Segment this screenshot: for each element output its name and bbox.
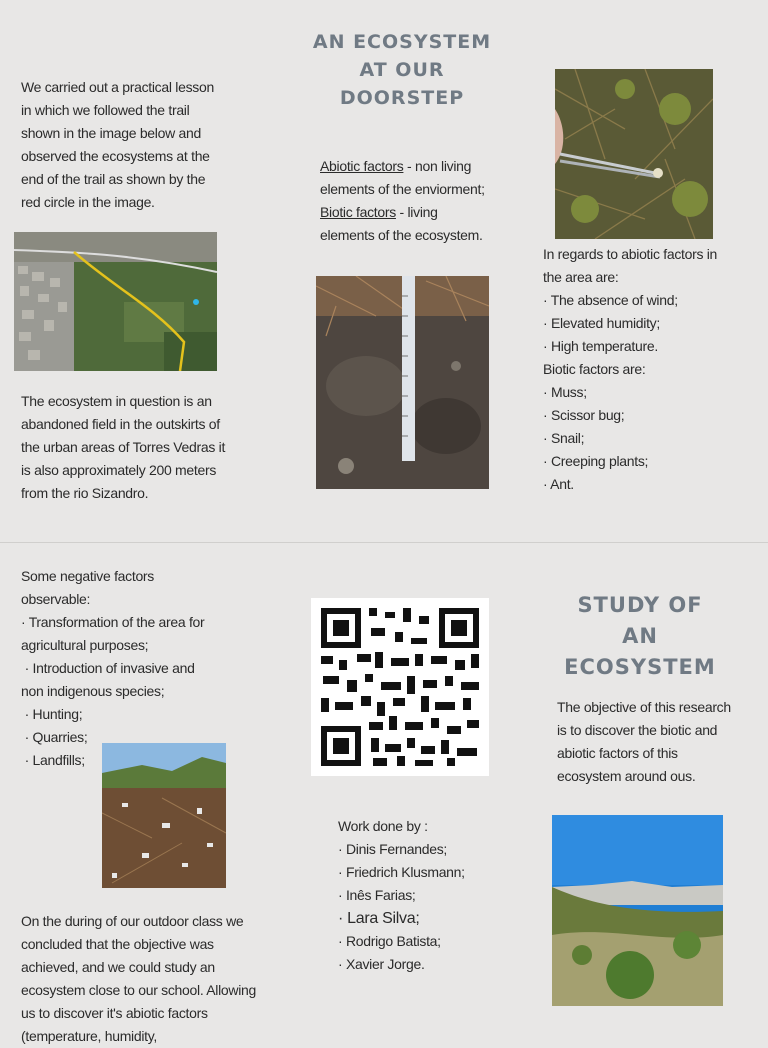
list-item: · Dinis Fernandes; [338,841,447,857]
list-item: · Hunting; [21,706,83,722]
main-title-line-1: AN ECOSYSTEM [312,31,492,53]
study-title [530,590,750,683]
definitions [320,155,490,247]
landfill-photo [102,743,226,888]
study-title-line-1: STUDY OF [577,593,703,617]
author-list [338,838,528,976]
landscape-photo [552,815,723,1006]
list-item: · Transformation of the area for agricultural purposes; [21,614,205,653]
abiotic-definition: - non living elements of the enviorment; [320,158,485,197]
negative-heading: Some negative factors observable: [21,568,154,607]
soil-thermometer-photo [316,276,489,489]
biotic-definition: - living elements of the ecosystem. [320,204,483,243]
list-item: · Muss; [543,384,587,400]
list-item: · Elevated humidity; [543,315,660,331]
list-item: · Quarries; [21,729,88,745]
ecosystem-description: The ecosystem in question is an abandoned field in the outskirts of the urban areas of Torres Vedras it is also approximately 200 meters from the rio Sizandro. [21,393,226,501]
trail-map-image [14,232,217,371]
intro-text: We carried out a practical lesson in which we followed the trail shown in the image below and observed the ecosystems at the end of the trail as shown by the red circle in the image. [21,79,214,210]
insect-tweezers-photo [555,69,713,239]
work-credits [338,815,528,976]
abiotic-biotic-lists [543,243,733,496]
list-item: · Inês Farias; [338,887,416,903]
negative-factors [21,565,216,772]
list-item: · Ant. [543,476,574,492]
main-title [270,28,534,112]
list-item: · Scissor bug; [543,407,625,423]
list-item: · Snail; [543,430,585,446]
list-item: · Creeping plants; [543,453,649,469]
list-item: · Friedrich Klusmann; [338,864,465,880]
biotic-list [543,381,733,496]
objective-text: The objective of this research is to discover the biotic and abiotic factors of this ecosystem around ous. [557,699,731,784]
study-title-line-3: ECOSYSTEM [564,655,716,679]
list-item: · Landfills; [21,752,85,768]
study-title-line-2: AN [622,624,658,648]
panel-divider [0,542,768,543]
abiotic-heading: In regards to abiotic factors in the area are: [543,246,718,285]
work-heading: Work done by : [338,818,428,834]
list-item: · Introduction of invasive and non indigenous species; [21,660,199,699]
main-title-line-2: AT OUR [359,59,445,81]
abiotic-term: Abiotic factors [320,158,404,174]
main-title-line-3: DOORSTEP [339,87,465,109]
biotic-term: Biotic factors [320,204,396,220]
list-item: · Rodrigo Batista; [338,933,441,949]
list-item: · Xavier Jorge. [338,956,425,972]
abiotic-list [543,289,733,358]
list-item: · Lara Silva; [338,910,420,927]
biotic-heading: Biotic factors are: [543,361,646,377]
list-item: · High temperature. [543,338,658,354]
qr-code[interactable] [311,598,489,776]
conclusion-text: On the during of our outdoor class we concluded that the objective was achieved, and we could study an ecosystem close to our school. Allowing us to discover it's abiotic factors (temperature, humidity, [21,913,256,1044]
list-item: · The absence of wind; [543,292,678,308]
